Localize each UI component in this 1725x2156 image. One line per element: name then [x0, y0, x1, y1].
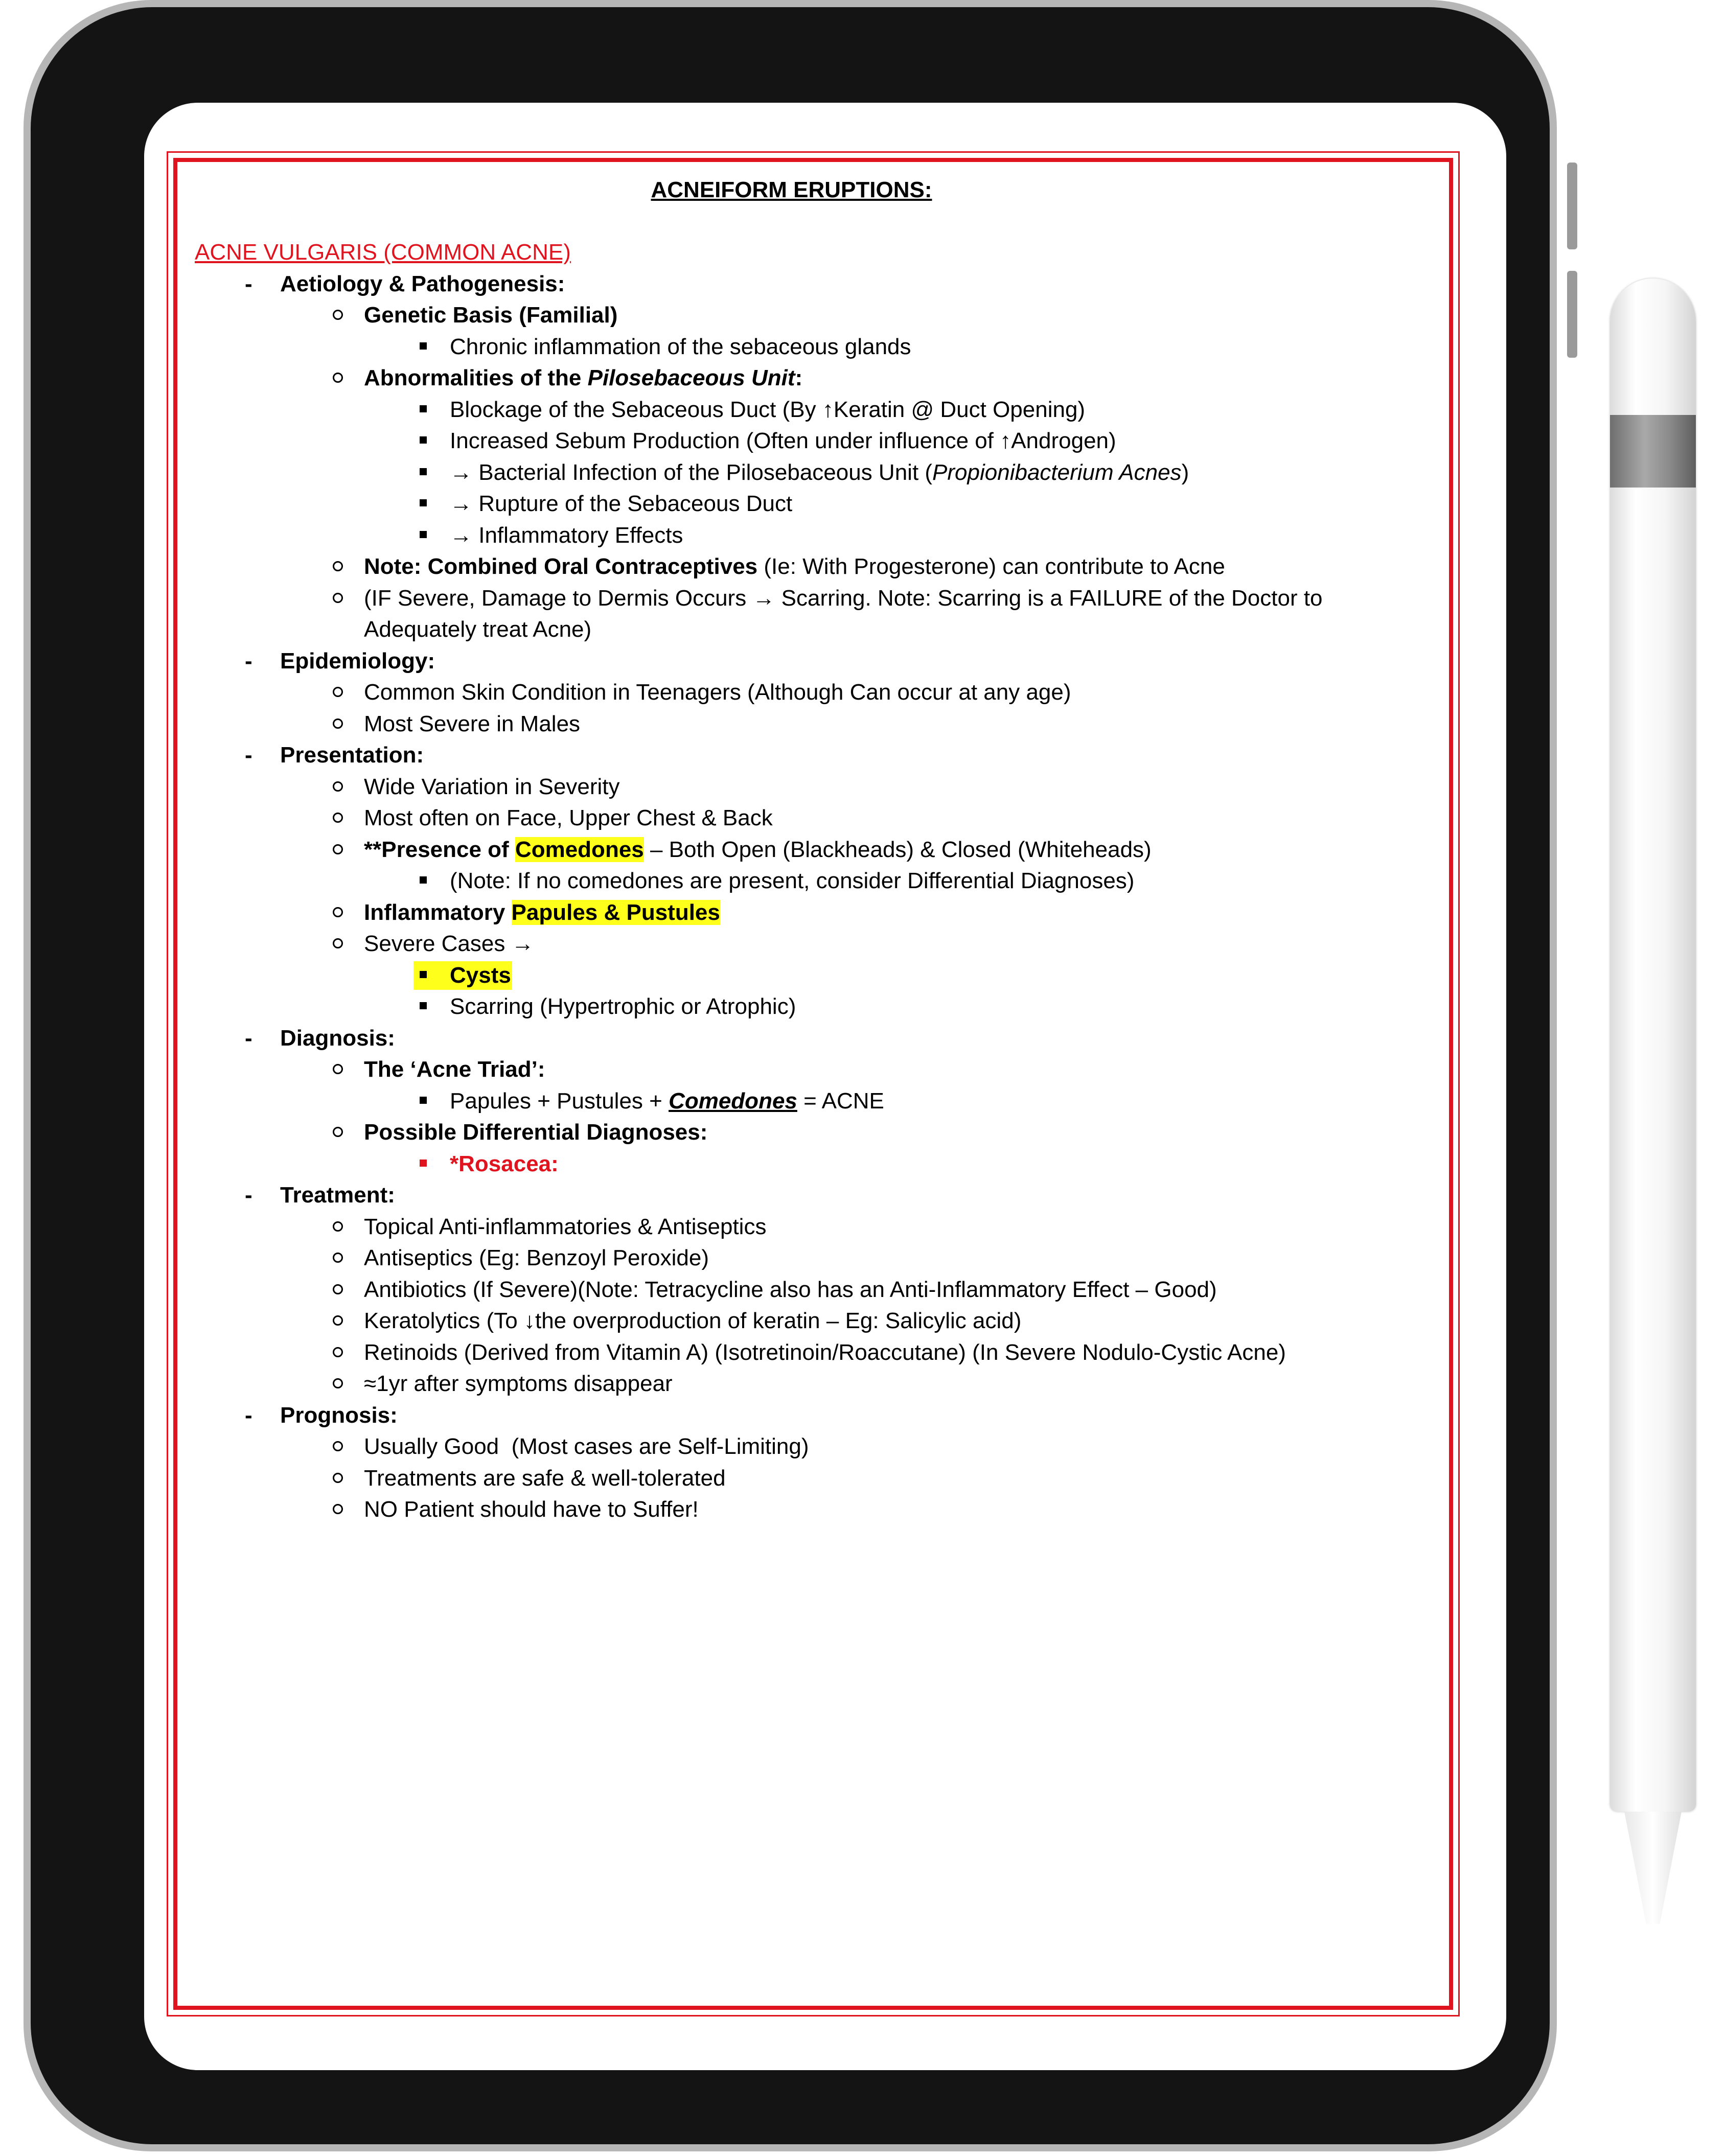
item-text: Wide Variation in Severity [364, 774, 620, 799]
dash-marker: - [245, 648, 252, 674]
circle-bullet-icon [333, 844, 343, 854]
square-bullet-icon [420, 971, 427, 978]
circle-bullet-icon [333, 561, 343, 571]
dash-marker: - [245, 743, 252, 768]
item-text: Genetic Basis (Familial) [364, 303, 618, 328]
heading-text: Epidemiology: [280, 648, 435, 674]
circle-bullet-icon [333, 593, 343, 603]
square-bullet-icon [420, 436, 427, 444]
item-text: Most often on Face, Upper Chest & Back [364, 805, 773, 830]
item-text: Antibiotics (If Severe)(Note: Tetracycline also has an Anti-Inflammatory Effect – Good) [364, 1277, 1217, 1302]
tablet-screen [144, 103, 1506, 2070]
item-text: Blockage of the Sebaceous Duct (By ↑Keratin @ Duct Opening) [450, 397, 1086, 422]
item-text: Retinoids (Derived from Vitamin A) (Isotretinoin/Roaccutane) (In Severe Nodulo-Cystic Acne) [364, 1340, 1286, 1365]
item-text: Scarring (Hypertrophic or Atrophic) [450, 994, 796, 1019]
square-bullet-icon [420, 499, 427, 506]
section-heading: ACNE VULGARIS (COMMON ACNE) [195, 240, 571, 265]
dash-marker: - [245, 271, 252, 296]
heading-text: Treatment: [280, 1183, 395, 1208]
volume-down-button[interactable] [1567, 271, 1577, 358]
heading-text: Diagnosis: [280, 1026, 395, 1051]
item-text: Inflammatory Papules & Pustules [364, 900, 720, 925]
item-text: → Rupture of the Sebaceous Duct [450, 491, 793, 516]
item-text: NO Patient should have to Suffer! [364, 1497, 699, 1522]
square-bullet-icon [420, 342, 427, 350]
square-bullet-icon [420, 876, 427, 884]
item-text: (IF Severe, Damage to Dermis Occurs → Scarring. Note: Scarring is a FAILURE of the Doctor to [364, 586, 1323, 611]
circle-bullet-icon [333, 1473, 343, 1483]
square-bullet-icon [420, 1160, 427, 1167]
heading-text: Prognosis: [280, 1403, 398, 1428]
volume-up-button[interactable] [1567, 163, 1577, 249]
pencil-body [1610, 279, 1696, 1812]
circle-bullet-icon [333, 1504, 343, 1514]
item-text: → Bacterial Infection of the Pilosebaceous Unit (Propionibacterium Acnes) [450, 460, 1189, 485]
circle-bullet-icon [333, 781, 343, 792]
pencil-band [1610, 415, 1696, 488]
circle-bullet-icon [333, 1284, 343, 1294]
tablet-device [24, 0, 1557, 2151]
dash-marker: - [245, 1183, 252, 1208]
circle-bullet-icon [333, 813, 343, 823]
circle-bullet-icon [333, 907, 343, 917]
item-text: *Rosacea: [450, 1151, 559, 1176]
item-text: Cysts [450, 963, 511, 988]
item-text: Antiseptics (Eg: Benzoyl Peroxide) [364, 1245, 709, 1270]
item-text: Severe Cases → [364, 931, 534, 956]
circle-bullet-icon [333, 1127, 343, 1137]
dash-marker: - [245, 1403, 252, 1428]
dash-marker: - [245, 1026, 252, 1051]
item-text: Usually Good (Most cases are Self-Limiting) [364, 1434, 809, 1459]
item-text: **Presence of Comedones – Both Open (Blackheads) & Closed (Whiteheads) [364, 837, 1152, 862]
item-text: Increased Sebum Production (Often under influence of ↑Androgen) [450, 428, 1116, 453]
circle-bullet-icon [333, 1347, 343, 1357]
circle-bullet-icon [333, 1064, 343, 1074]
square-bullet-icon [420, 1002, 427, 1009]
item-text: Common Skin Condition in Teenagers (Although Can occur at any age) [364, 680, 1071, 705]
item-text: Adequately treat Acne) [364, 617, 592, 642]
item-text: Topical Anti-inflammatories & Antiseptics [364, 1214, 767, 1239]
circle-bullet-icon [333, 1253, 343, 1263]
item-text: Papules + Pustules + Comedones = ACNE [450, 1088, 884, 1114]
circle-bullet-icon [333, 1315, 343, 1326]
square-bullet-icon [420, 531, 427, 538]
document-title: ACNEIFORM ERUPTIONS: [651, 177, 932, 202]
stylus-pencil [1610, 279, 1696, 2026]
square-bullet-icon [420, 405, 427, 412]
item-text: Most Severe in Males [364, 711, 581, 736]
circle-bullet-icon [333, 938, 343, 948]
item-text: Keratolytics (To ↓the overproduction of keratin – Eg: Salicylic acid) [364, 1308, 1022, 1333]
circle-bullet-icon [333, 310, 343, 320]
item-text: Possible Differential Diagnoses: [364, 1120, 708, 1145]
item-text: Treatments are safe & well-tolerated [364, 1466, 726, 1491]
item-text: Note: Combined Oral Contraceptives (Ie: With Progesterone) can contribute to Acne [364, 554, 1225, 579]
item-text: Abnormalities of the Pilosebaceous Unit: [364, 365, 803, 390]
circle-bullet-icon [333, 1441, 343, 1451]
circle-bullet-icon [333, 373, 343, 383]
pencil-tip-icon [1624, 1812, 1682, 1924]
heading-text: Presentation: [280, 743, 424, 768]
item-text: Chronic inflammation of the sebaceous glands [450, 334, 911, 359]
item-text: → Inflammatory Effects [450, 523, 683, 548]
square-bullet-icon [420, 1097, 427, 1104]
item-text: ≈1yr after symptoms disappear [364, 1371, 673, 1396]
heading-text: Aetiology & Pathogenesis: [280, 271, 565, 296]
circle-bullet-icon [333, 1221, 343, 1232]
circle-bullet-icon [333, 1378, 343, 1388]
item-text: (Note: If no comedones are present, consider Differential Diagnoses) [450, 868, 1135, 893]
tablet-bezel [31, 7, 1550, 2144]
circle-bullet-icon [333, 718, 343, 729]
item-text: The ‘Acne Triad’: [364, 1057, 545, 1082]
circle-bullet-icon [333, 687, 343, 697]
square-bullet-icon [420, 468, 427, 475]
